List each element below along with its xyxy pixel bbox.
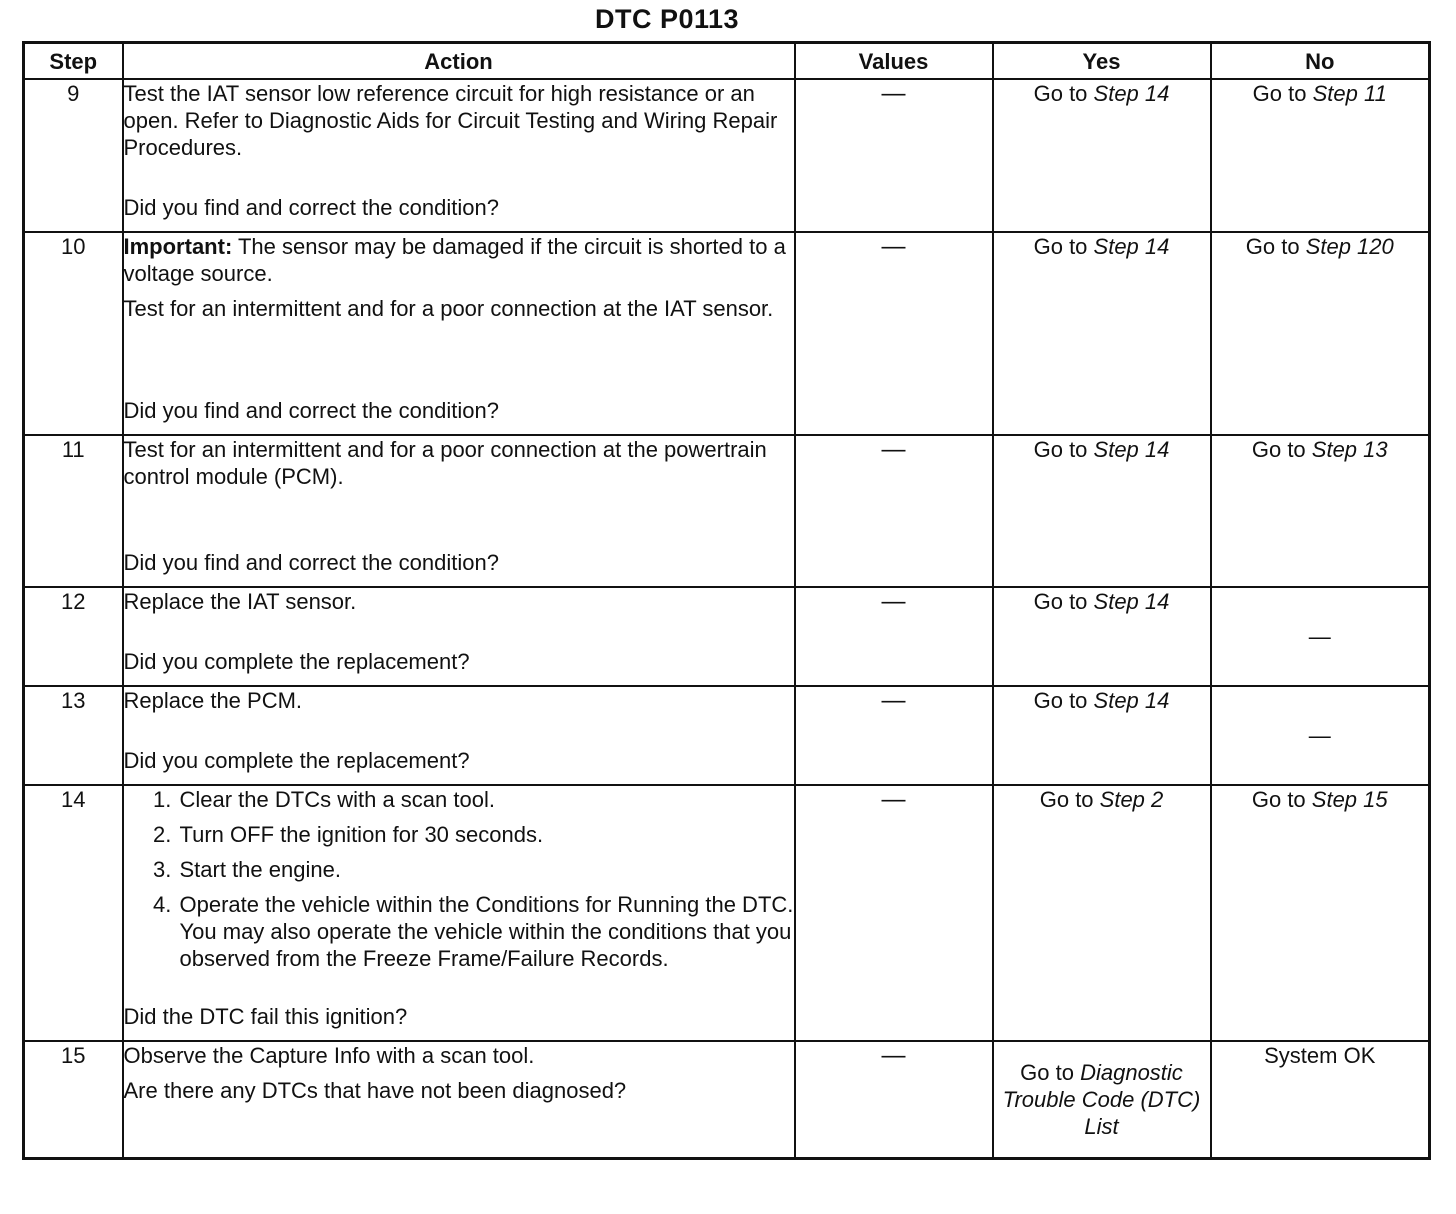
no-cell: — xyxy=(1211,686,1430,785)
no-prefix: Go to xyxy=(1245,234,1306,259)
values-cell: — xyxy=(795,1041,993,1158)
table-row xyxy=(24,79,1430,232)
action-cell xyxy=(123,435,795,587)
no-step-link[interactable]: Step 120 xyxy=(1305,234,1394,259)
action-question: Did you find and correct the condition? xyxy=(123,195,499,220)
action-text: Test for an intermittent and for a poor connection at the powertrain control module (PCM). xyxy=(123,437,767,489)
list-item: 2. Turn OFF the ignition for 30 seconds. xyxy=(178,821,794,848)
action-question: Did you complete the replacement? xyxy=(123,748,470,773)
action-question: Did you complete the replacement? xyxy=(123,649,470,674)
values-cell: — xyxy=(795,79,993,232)
step-number: 11 xyxy=(24,435,123,587)
action-cell xyxy=(123,785,795,1041)
step-number: 14 xyxy=(24,785,123,1041)
action-cell xyxy=(123,587,795,686)
yes-cell xyxy=(993,435,1211,587)
yes-prefix: Go to xyxy=(1033,81,1094,106)
values-cell: — xyxy=(795,435,993,587)
values-cell: — xyxy=(795,686,993,785)
yes-step-link[interactable]: Step 14 xyxy=(1093,234,1170,259)
values-cell: — xyxy=(795,587,993,686)
yes-step-link[interactable]: Step 14 xyxy=(1093,437,1170,462)
step-number: 15 xyxy=(24,1041,123,1158)
yes-dtc-list-link[interactable]: Diagnostic Trouble Code (DTC) List xyxy=(1002,1059,1201,1139)
no-cell xyxy=(1211,785,1430,1041)
important-text: The sensor may be damaged if the circuit is shorted to a voltage source. xyxy=(123,234,786,286)
no-step-link[interactable]: Step 15 xyxy=(1311,787,1388,812)
table-header-row xyxy=(24,43,1430,80)
yes-cell xyxy=(993,79,1211,232)
step-number: 13 xyxy=(24,686,123,785)
action-text: Replace the PCM. xyxy=(123,688,303,713)
no-cell xyxy=(1211,435,1430,587)
action-question: Did the DTC fail this ignition? xyxy=(123,1004,408,1029)
diagnostic-table xyxy=(22,41,1431,1160)
important-label: Important: xyxy=(123,234,233,259)
no-cell: System OK xyxy=(1211,1041,1430,1158)
yes-step-link[interactable]: Step 14 xyxy=(1093,688,1170,713)
action-text: Test for an intermittent and for a poor connection at the IAT sensor. xyxy=(123,296,774,321)
action-question: Did you find and correct the condition? xyxy=(123,398,499,423)
no-prefix: Go to xyxy=(1251,787,1312,812)
yes-cell xyxy=(993,232,1211,435)
yes-prefix: Go to xyxy=(1020,1059,1081,1085)
values-cell: — xyxy=(795,232,993,435)
action-text: Observe the Capture Info with a scan tool. xyxy=(123,1043,535,1068)
no-cell xyxy=(1211,79,1430,232)
yes-cell xyxy=(993,1041,1211,1158)
no-prefix: Go to xyxy=(1252,81,1313,106)
table-row xyxy=(24,435,1430,587)
list-item: 1. Clear the DTCs with a scan tool. xyxy=(178,786,794,813)
action-question: Are there any DTCs that have not been diagnosed? xyxy=(123,1078,627,1103)
yes-prefix: Go to xyxy=(1039,787,1100,812)
column-header-values: Values xyxy=(795,43,993,80)
action-cell xyxy=(123,79,795,232)
step-number: 10 xyxy=(24,232,123,435)
step-number: 12 xyxy=(24,587,123,686)
column-header-step: Step xyxy=(24,43,123,80)
yes-step-link[interactable]: Step 2 xyxy=(1099,787,1164,812)
no-step-link[interactable]: Step 11 xyxy=(1312,81,1387,106)
column-header-no: No xyxy=(1211,43,1430,80)
action-cell xyxy=(123,1041,795,1158)
action-cell xyxy=(123,232,795,435)
table-row xyxy=(24,232,1430,435)
action-text: Test the IAT sensor low reference circuit for high resistance or an open. Refer to Diagnostic Aids for Circuit Testing and Wiring Repair Procedures. xyxy=(123,81,778,160)
table-row xyxy=(24,785,1430,1041)
action-cell xyxy=(123,686,795,785)
column-header-action: Action xyxy=(123,43,795,80)
list-item: 3. Start the engine. xyxy=(178,856,794,883)
yes-prefix: Go to xyxy=(1033,688,1094,713)
page-title: DTC P0113 xyxy=(594,4,740,34)
yes-step-link[interactable]: Step 14 xyxy=(1093,589,1170,614)
yes-cell xyxy=(993,785,1211,1041)
yes-step-link[interactable]: Step 14 xyxy=(1093,81,1170,106)
action-question: Did you find and correct the condition? xyxy=(123,550,499,575)
yes-prefix: Go to xyxy=(1033,589,1094,614)
table-row xyxy=(24,686,1430,785)
no-cell: — xyxy=(1211,587,1430,686)
list-item: 4. Operate the vehicle within the Conditions for Running the DTC. You may also operate the vehicle within the conditions that you observed from the Freeze Frame/Failure Records. xyxy=(178,891,794,972)
table-row xyxy=(24,1041,1430,1158)
yes-prefix: Go to xyxy=(1033,234,1094,259)
table-row xyxy=(24,587,1430,686)
yes-prefix: Go to xyxy=(1033,437,1094,462)
values-cell: — xyxy=(795,785,993,1041)
column-header-yes: Yes xyxy=(993,43,1211,80)
no-step-link[interactable]: Step 13 xyxy=(1311,437,1388,462)
action-text: Replace the IAT sensor. xyxy=(123,589,357,614)
no-prefix: Go to xyxy=(1251,437,1312,462)
yes-cell xyxy=(993,587,1211,686)
procedure-list xyxy=(124,786,794,980)
yes-cell xyxy=(993,686,1211,785)
important-note xyxy=(124,233,794,287)
step-number: 9 xyxy=(24,79,123,232)
no-cell xyxy=(1211,232,1430,435)
